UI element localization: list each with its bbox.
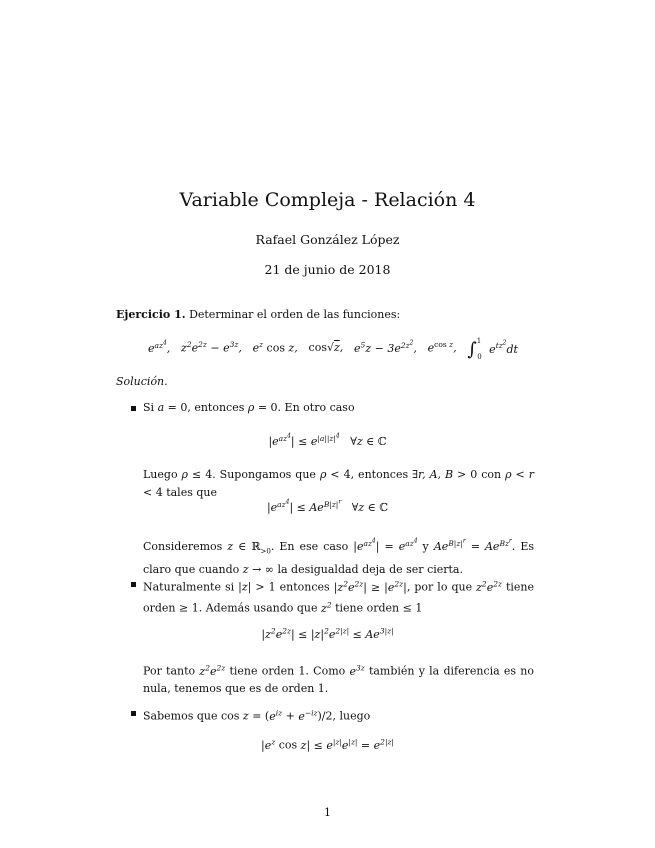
exercise-statement (116, 306, 534, 324)
function-2: $z^2e^{2z} - e^{3z}$, (181, 340, 242, 355)
function-3: $e^z$ cos z, (252, 340, 298, 355)
item1-equation-2: $|e^{az^4}| \le Ae^{B|z|^r}$ ∀z ∈ ℂ (266, 498, 389, 515)
bullet-marker (131, 406, 136, 411)
function-4: cos√z, (308, 341, 344, 354)
item3-equation: $|e^z$ $\cos z| \le e^{|z|}e^{|z|} = e^{2|z|}$ (261, 737, 394, 752)
bullet-marker (131, 711, 136, 716)
item1-intro: Si a = 0, entonces ρ = 0. En otro caso (143, 401, 355, 414)
page-number: 1 (324, 806, 331, 819)
solution-label: Solución. (116, 375, 168, 388)
function-5: $e^5z - 3e^{2z^2}$, (354, 339, 417, 356)
document-author: Rafael González López (255, 232, 400, 247)
item2-text-1: Naturalmente si |z| > 1 entonces $|z^2e^{2z}| \ge |e^{2z}|$, por lo que $z^2e^{2z}$ tiene orden ≥ 1. Además usando que $z^2$ tiene orden ≤ 1 (143, 579, 534, 615)
function-list (148, 337, 518, 361)
exercise-label: Ejercicio 1. (116, 308, 186, 321)
item3-intro: Sabemos que $\cos z = (e^{iz} + e^{-iz})/2$, luego (143, 708, 371, 723)
document-title: Variable Compleja - Relación 4 (179, 189, 476, 211)
item2-text-2: Por tanto $z^2e^{2z}$ tiene orden 1. Como $e^{3z}$ también y la diferencia es no nula, tenemos que es de orden 1. (143, 663, 534, 696)
document-date: 21 de junio de 2018 (264, 262, 391, 277)
function-6: $e^{cos z}$, (427, 340, 457, 355)
item2-equation: $|z^2e^{2z}| \le |z|^2e^{2|z|} \le Ae^{3|z|}$ (261, 626, 394, 641)
exercise-text: Determinar el orden de las funciones: (189, 308, 401, 321)
item1-text-2: Luego ρ ≤ 4. Supongamos que ρ < 4, entonces ∃r, A, B > 0 con ρ < r < 4 tales que (143, 468, 534, 499)
bullet-marker (131, 582, 136, 587)
function-7: ∫$^1_0$ $e^{tz^2}dt$ (467, 337, 518, 361)
function-1: $e^{az^4}$, (148, 339, 171, 356)
item1-equation-1: $|e^{az^4}| \le e^{|a||z|^4}$ ∀z ∈ ℂ (268, 432, 387, 449)
item1-text-3: Consideremos z ∈ ℝ$_{>0}$. En ese caso $|e^{az^4}| = e^{az^4}$ y $Ae^{B|z|^r} = Ae^{Bz^r}$. Es claro que cuando z → ∞ la desigualdad deja de ser cierta. (143, 537, 534, 576)
